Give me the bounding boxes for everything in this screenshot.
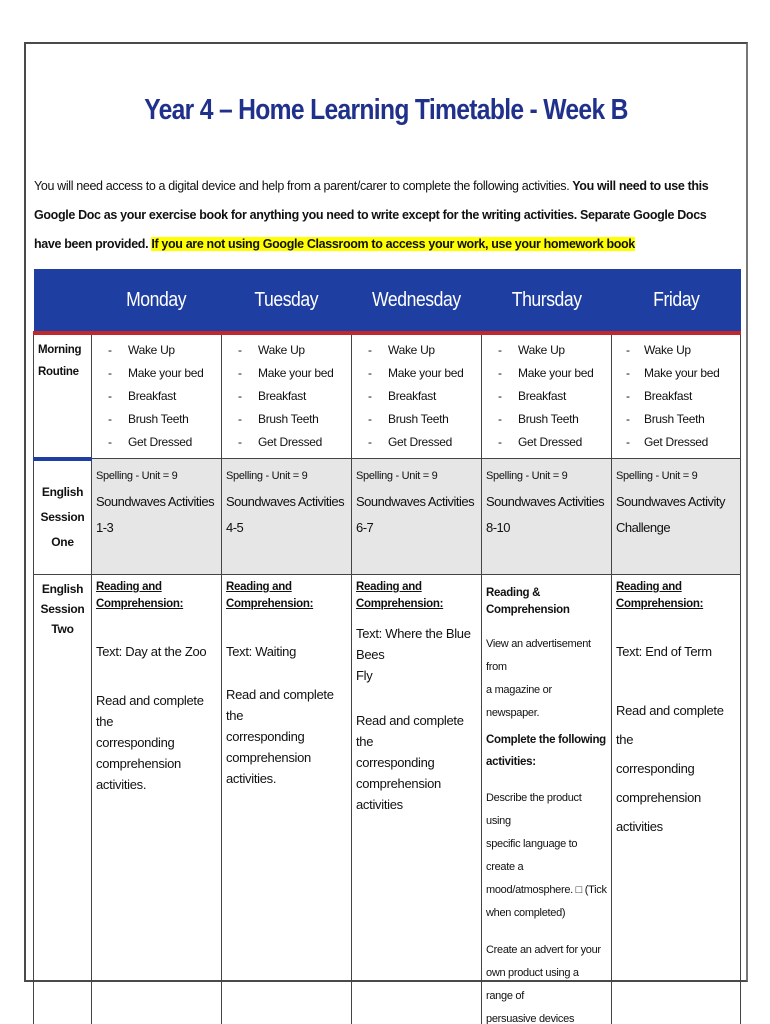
session-two-friday: Reading and Comprehension: Text: End of Term Read and complete the corresponding comprehension activities (612, 575, 741, 1024)
list-item: - Make your bed (96, 362, 217, 385)
list-item: - Get Dressed (616, 431, 736, 454)
timetable (33, 269, 741, 1024)
intro-paragraph (34, 172, 734, 259)
english-session-two-row (34, 575, 741, 1024)
list-item: - Breakfast (616, 385, 736, 408)
row-label-morning-routine: Morning Routine (34, 333, 92, 459)
list-item: - Wake Up (356, 339, 477, 362)
list-item: - Get Dressed (356, 431, 477, 454)
list-item: - Wake Up (616, 339, 736, 362)
morning-thursday (482, 333, 612, 459)
day-header-wednesday: Wednesday (352, 269, 482, 333)
session-two-thursday: Reading & Comprehension View an advertisement from a magazine or newspaper. Complete the following activities: Describe the product using specific language to create a mood/atmosphere. □ (Tick when completed) Create an advert for your own product using a range of persuasive devices (482, 575, 612, 1024)
list-item: - Get Dressed (226, 431, 347, 454)
list-item: - Brush Teeth (616, 408, 736, 431)
list-item: - Brush Teeth (226, 408, 347, 431)
document-page (24, 42, 748, 1024)
session-two-monday: Reading and Comprehension: Text: Day at the Zoo Read and complete the corresponding comprehension activities. (92, 575, 222, 1024)
list-item: - Wake Up (96, 339, 217, 362)
list-item: - Make your bed (486, 362, 607, 385)
section-heading: Comprehension: (616, 598, 704, 610)
list-item: - Wake Up (226, 339, 347, 362)
list-item: - Get Dressed (96, 431, 217, 454)
session-one-monday: Spelling - Unit = 9 Soundwaves Activities 1-3 (92, 459, 222, 575)
morning-routine-row (34, 333, 741, 459)
list-item: - Breakfast (486, 385, 607, 408)
english-session-one-row (34, 459, 741, 575)
morning-friday (612, 333, 741, 459)
section-heading: Reading and (226, 581, 292, 593)
list-item: - Breakfast (226, 385, 347, 408)
header-corner (34, 269, 92, 333)
intro-bold: You will need to use this Google Doc as your exercise book for anything you need to write except for the writing activities. Separate Google Docs have been provided. (34, 179, 709, 251)
page-title: Year 4 – Home Learning Timetable - Week B (144, 94, 628, 126)
day-header-thursday: Thursday (482, 269, 612, 333)
list-item: - Get Dressed (486, 431, 607, 454)
row-label-english-session-two: English Session Two (34, 575, 92, 1024)
session-two-tuesday: Reading and Comprehension: Text: Waiting Read and complete the corresponding comprehension activities. (222, 575, 352, 1024)
day-header-friday: Friday (612, 269, 741, 333)
day-header-monday: Monday (92, 269, 222, 333)
intro-plain: You will need access to a digital device and help from a parent/carer to complete the following activities. (34, 179, 570, 193)
section-heading: Reading and (616, 581, 682, 593)
list-item: - Brush Teeth (356, 408, 477, 431)
list-item: - Breakfast (356, 385, 477, 408)
morning-wednesday (352, 333, 482, 459)
list-item: - Make your bed (226, 362, 347, 385)
list-item: - Brush Teeth (486, 408, 607, 431)
intro-highlight: If you are not using Google Classroom to access your work, use your homework book (151, 237, 635, 251)
list-item: - Make your bed (616, 362, 736, 385)
list-item: - Make your bed (356, 362, 477, 385)
session-two-wednesday: Reading and Comprehension: Text: Where the Blue Bees Fly Read and complete the corresponding comprehension activities (352, 575, 482, 1024)
section-heading: Reading and (356, 581, 422, 593)
section-heading: Comprehension: (356, 598, 444, 610)
day-header-tuesday: Tuesday (222, 269, 352, 333)
list-item: - Breakfast (96, 385, 217, 408)
section-heading: Reading and (96, 581, 162, 593)
section-heading: Comprehension: (226, 598, 314, 610)
session-one-wednesday: Spelling - Unit = 9 Soundwaves Activities 6-7 (352, 459, 482, 575)
section-heading: Reading & Comprehension (486, 587, 570, 616)
morning-tuesday (222, 333, 352, 459)
row-label-english-session-one: English Session One (34, 459, 92, 575)
session-one-friday: Spelling - Unit = 9 Soundwaves Activity Challenge (612, 459, 741, 575)
day-header-row (34, 269, 741, 333)
list-item: - Wake Up (486, 339, 607, 362)
morning-monday (92, 333, 222, 459)
list-item: - Brush Teeth (96, 408, 217, 431)
session-one-thursday: Spelling - Unit = 9 Soundwaves Activities 8-10 (482, 459, 612, 575)
section-heading: Comprehension: (96, 598, 184, 610)
session-one-tuesday: Spelling - Unit = 9 Soundwaves Activities 4-5 (222, 459, 352, 575)
